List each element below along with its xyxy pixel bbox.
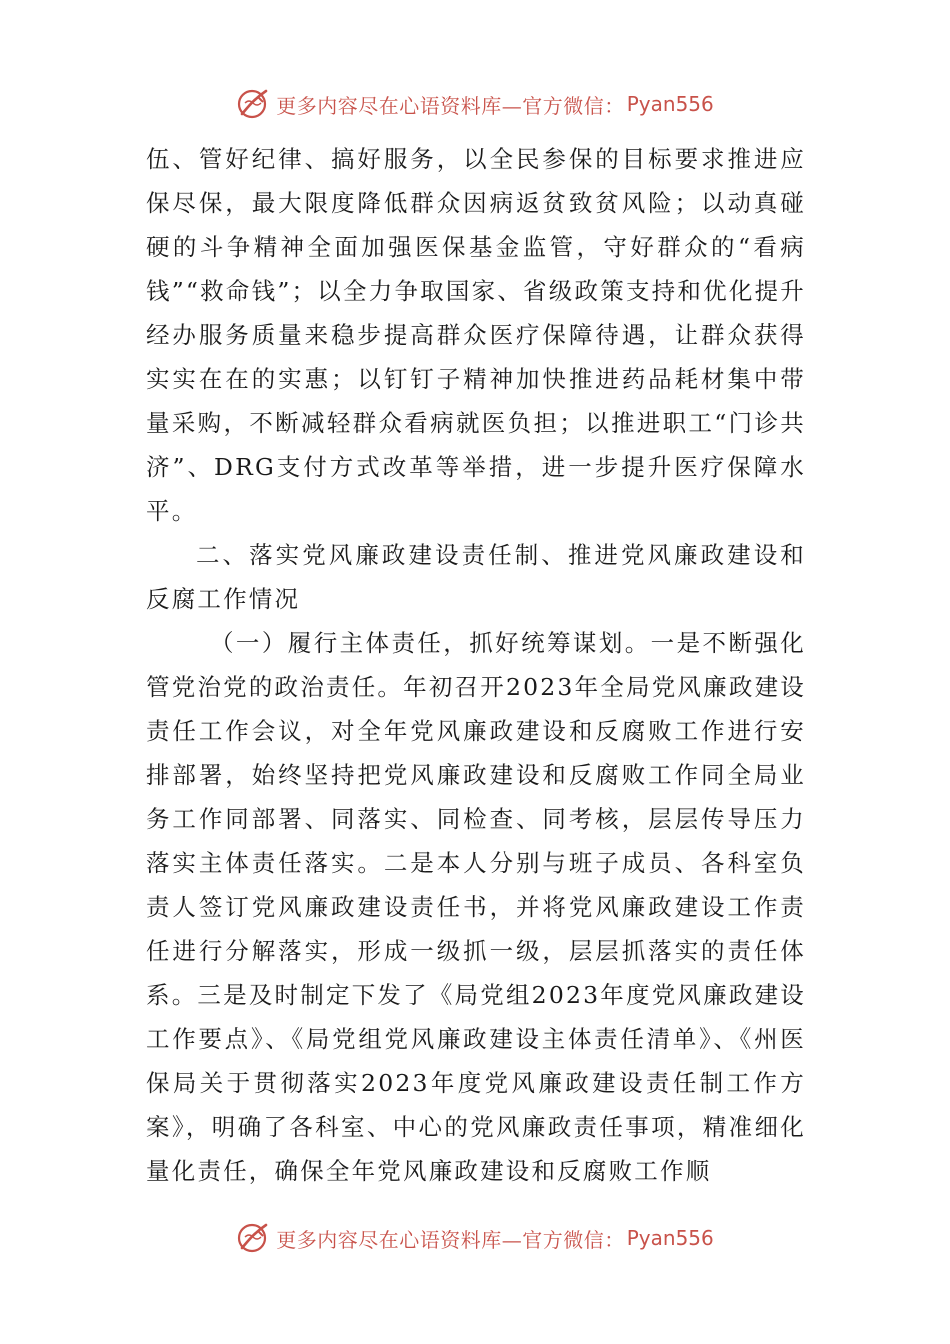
footer-watermark-banner (0, 1218, 950, 1258)
header-banner-text: 更多内容尽在心语资料库—官方微信： (276, 93, 625, 118)
paragraph-continuation: 伍、管好纪律、搞好服务，以全民参保的目标要求推进应保尽保，最大限度降低群众因病返贫致贫风险；以动真碰硬的斗争精神全面加强医保基金监管，守好群众的“看病钱”“救命钱”；以全力争取国家、省级政策支持和优化提升经办服务质量来稳步提高群众医疗保障待遇，让群众获得实实在在的实惠；以钉钉子精神加快推进药品耗材集中带量采购，不断减轻群众看病就医负担；以推进职工“门诊共济”、DRG支付方式改革等举措，进一步提升医疗保障水平。 (146, 145, 806, 525)
pen-logo-icon (236, 87, 270, 121)
pen-logo-icon (236, 1221, 270, 1255)
footer-wechat-id: Pyan556 (626, 1226, 714, 1250)
footer-banner-text: 更多内容尽在心语资料库—官方微信： (276, 1227, 625, 1252)
header-wechat-id: Pyan556 (626, 92, 714, 116)
document-body (146, 137, 806, 1193)
section-heading: 二、落实党风廉政建设责任制、推进党风廉政建设和反腐工作情况 (146, 541, 806, 613)
paragraph-subsection-1: （一）履行主体责任，抓好统筹谋划。一是不断强化管党治党的政治责任。年初召开2023年全局党风廉政建设责任工作会议，对全年党风廉政建设和反腐败工作进行安排部署，始终坚持把党风廉政建设和反腐败工作同全局业务工作同部署、同落实、同检查、同考核，层层传导压力落实主体责任落实。二是本人分别与班子成员、各科室负责人签订党风廉政建设责任书，并将党风廉政建设工作责任进行分解落实，形成一级抓一级，层层抓落实的责任体系。三是及时制定下发了《局党组2023年度党风廉政建设工作要点》、《局党组党风廉政建设主体责任清单》、《州医保局关于贯彻落实2023年度党风廉政建设责任制工作方案》，明确了各科室、中心的党风廉政责任事项，精准细化量化责任，确保全年党风廉政建设和反腐败工作顺 (146, 629, 806, 1185)
header-watermark-banner (0, 84, 950, 124)
